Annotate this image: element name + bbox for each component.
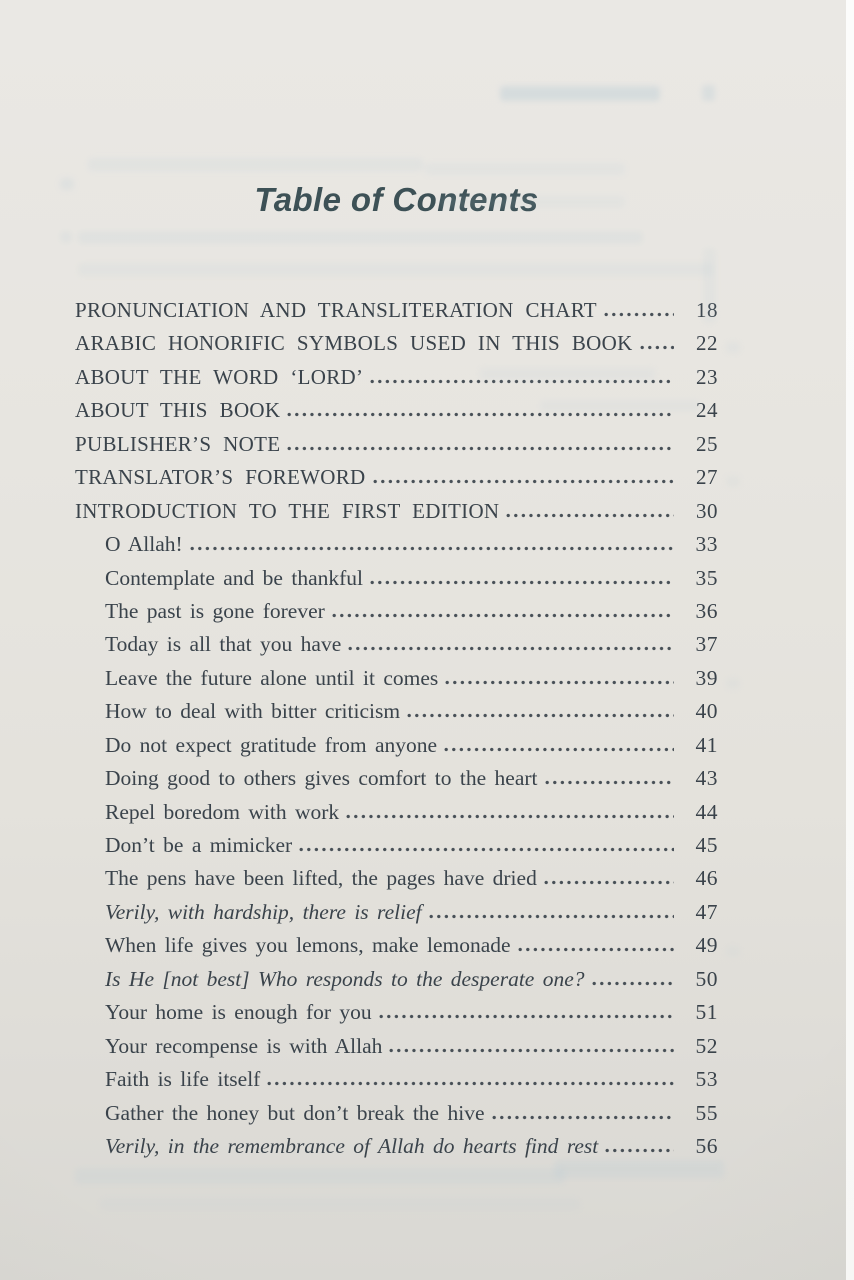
ink-bleed-smudge (702, 85, 715, 101)
ink-bleed-smudge (60, 231, 72, 243)
dotted-leader (370, 379, 674, 384)
dotted-leader (373, 479, 675, 484)
toc-entry-page-number: 46 (695, 866, 718, 891)
toc-entry-label: ABOUT THIS BOOK (75, 398, 281, 423)
toc-entry (75, 1130, 718, 1163)
toc-entry (75, 896, 718, 929)
dotted-leader (445, 680, 674, 685)
ink-bleed-smudge (726, 342, 740, 353)
toc-entry-page-number: 30 (696, 498, 718, 523)
ink-bleed-smudge (100, 1198, 580, 1210)
toc-entry-label: Verily, in the remembrance of Allah do hearts find rest (105, 1133, 599, 1158)
toc-entry (75, 495, 718, 528)
toc-entry-page-number: 52 (695, 1033, 718, 1058)
toc-entry (75, 528, 718, 561)
toc-entry-label: Repel boredom with work (105, 799, 340, 824)
toc-entry-label: Leave the future alone until it comes (105, 665, 439, 690)
toc-entry-label: Gather the honey but don’t break the hive (105, 1100, 485, 1125)
dotted-leader (545, 780, 675, 785)
toc-entry-page-number: 56 (695, 1133, 718, 1158)
toc-entry (75, 963, 718, 996)
dotted-leader (346, 814, 674, 819)
dotted-leader (407, 713, 674, 718)
toc-entry (75, 796, 718, 829)
toc-entry-label: Your home is enough for you (105, 1000, 372, 1025)
toc-entry-label: Contemplate and be thankful (105, 565, 364, 590)
toc-entry-page-number: 53 (695, 1067, 718, 1092)
toc-entry-page-number: 41 (695, 732, 718, 757)
toc-entry-label: When life gives you lemons, make lemonade (105, 933, 511, 958)
dotted-leader (604, 312, 674, 317)
ink-bleed-smudge (60, 178, 74, 190)
toc-entry (75, 1097, 718, 1130)
toc-entry-label: How to deal with bitter criticism (105, 699, 401, 724)
toc-entry-label: TRANSLATOR’S FOREWORD (75, 465, 366, 490)
toc-entry (75, 562, 718, 595)
toc-entry-page-number: 37 (695, 632, 718, 657)
toc-entry-page-number: 27 (696, 465, 718, 490)
toc-entry-label: Verily, with hardship, there is relief (105, 899, 422, 924)
toc-entry (75, 461, 718, 494)
toc-entry-page-number: 47 (695, 899, 718, 924)
page-title: Table of Contents (254, 181, 539, 218)
toc-entry-page-number: 45 (695, 833, 718, 857)
toc-entry-page-number: 25 (696, 431, 718, 456)
toc-entry (75, 361, 718, 394)
toc-entry-label: The pens have been lifted, the pages have dried (105, 866, 537, 891)
toc-entry (75, 327, 718, 360)
toc-entry (75, 862, 718, 895)
ink-bleed-smudge (425, 163, 625, 175)
dotted-leader (592, 981, 674, 986)
toc-entry-page-number: 33 (695, 532, 718, 557)
toc-entry-page-number: 18 (696, 298, 718, 322)
dotted-leader (389, 1048, 674, 1053)
toc-entry-page-number: 44 (695, 799, 718, 824)
toc-entry-label: Don’t be a mimicker (105, 833, 293, 857)
toc-entry-label: ABOUT THE WORD ‘LORD’ (75, 364, 364, 389)
ink-bleed-smudge (726, 946, 740, 957)
toc-entry-page-number: 43 (695, 766, 718, 791)
dotted-leader (429, 914, 674, 919)
toc-entry-page-number: 55 (695, 1100, 718, 1125)
toc-entry (75, 394, 718, 427)
dotted-leader (605, 1148, 674, 1153)
toc-entry-label: INTRODUCTION TO THE FIRST EDITION (75, 498, 500, 523)
toc-entry-page-number: 49 (695, 933, 718, 958)
ink-bleed-smudge (726, 476, 740, 487)
toc-entry (75, 762, 718, 795)
toc-entry-label: Faith is life itself (105, 1067, 261, 1092)
toc-entry (75, 662, 718, 695)
toc-entry-label: Is He [not best] Who responds to the desperate one? (105, 966, 585, 991)
dotted-leader (299, 847, 674, 852)
toc-entry (75, 695, 718, 728)
toc-entry-page-number: 51 (695, 1000, 718, 1025)
dotted-leader (287, 446, 674, 451)
toc-entry (75, 628, 718, 661)
ink-bleed-smudge (78, 231, 643, 244)
toc-entry-label: ARABIC HONORIFIC SYMBOLS USED IN THIS BOOK (75, 331, 633, 356)
toc-list (75, 294, 718, 1163)
dotted-leader (506, 513, 674, 518)
toc-entry (75, 428, 718, 461)
dotted-leader (492, 1115, 675, 1120)
toc-entry-label: PRONUNCIATION AND TRANSLITERATION CHART (75, 298, 597, 322)
dotted-leader (287, 412, 674, 417)
toc-entry-label: Today is all that you have (105, 632, 342, 657)
toc-entry-label: Do not expect gratitude from anyone (105, 732, 438, 757)
toc-entry-label: Doing good to others gives comfort to the heart (105, 766, 538, 791)
toc-entry-label: O Allah! (105, 532, 183, 557)
dotted-leader (370, 580, 674, 585)
toc-entry (75, 1063, 718, 1096)
toc-entry-page-number: 39 (695, 665, 718, 690)
toc-entry-page-number: 36 (695, 598, 718, 623)
toc-entry-page-number: 24 (696, 398, 718, 423)
toc-entry (75, 729, 718, 762)
dotted-leader (518, 947, 674, 952)
ink-bleed-smudge (500, 86, 660, 101)
toc-entry (75, 1030, 718, 1063)
toc-entry-label: PUBLISHER’S NOTE (75, 431, 281, 456)
toc-entry (75, 829, 718, 862)
page-edge (846, 0, 854, 1280)
ink-bleed-smudge (75, 1168, 565, 1184)
toc-entry (75, 595, 718, 628)
ink-bleed-smudge (78, 263, 713, 276)
toc-entry-label: The past is gone forever (105, 598, 325, 623)
dotted-leader (544, 880, 674, 885)
toc-entry-page-number: 35 (695, 565, 718, 590)
toc-entry (75, 996, 718, 1029)
toc-entry-page-number: 50 (695, 966, 718, 991)
toc-entry-page-number: 22 (696, 331, 718, 356)
ink-bleed-smudge (88, 158, 423, 171)
dotted-leader (267, 1081, 674, 1086)
dotted-leader (444, 747, 674, 752)
toc-entry-page-number: 40 (695, 699, 718, 724)
dotted-leader (332, 613, 674, 618)
toc-entry (75, 294, 718, 327)
dotted-leader (640, 345, 674, 350)
dotted-leader (379, 1014, 674, 1019)
ink-bleed-smudge (726, 678, 740, 689)
dotted-leader (348, 646, 674, 651)
toc-entry (75, 929, 718, 962)
dotted-leader (190, 546, 674, 551)
toc-entry-label: Your recompense is with Allah (105, 1033, 383, 1058)
toc-entry-page-number: 23 (696, 364, 718, 389)
